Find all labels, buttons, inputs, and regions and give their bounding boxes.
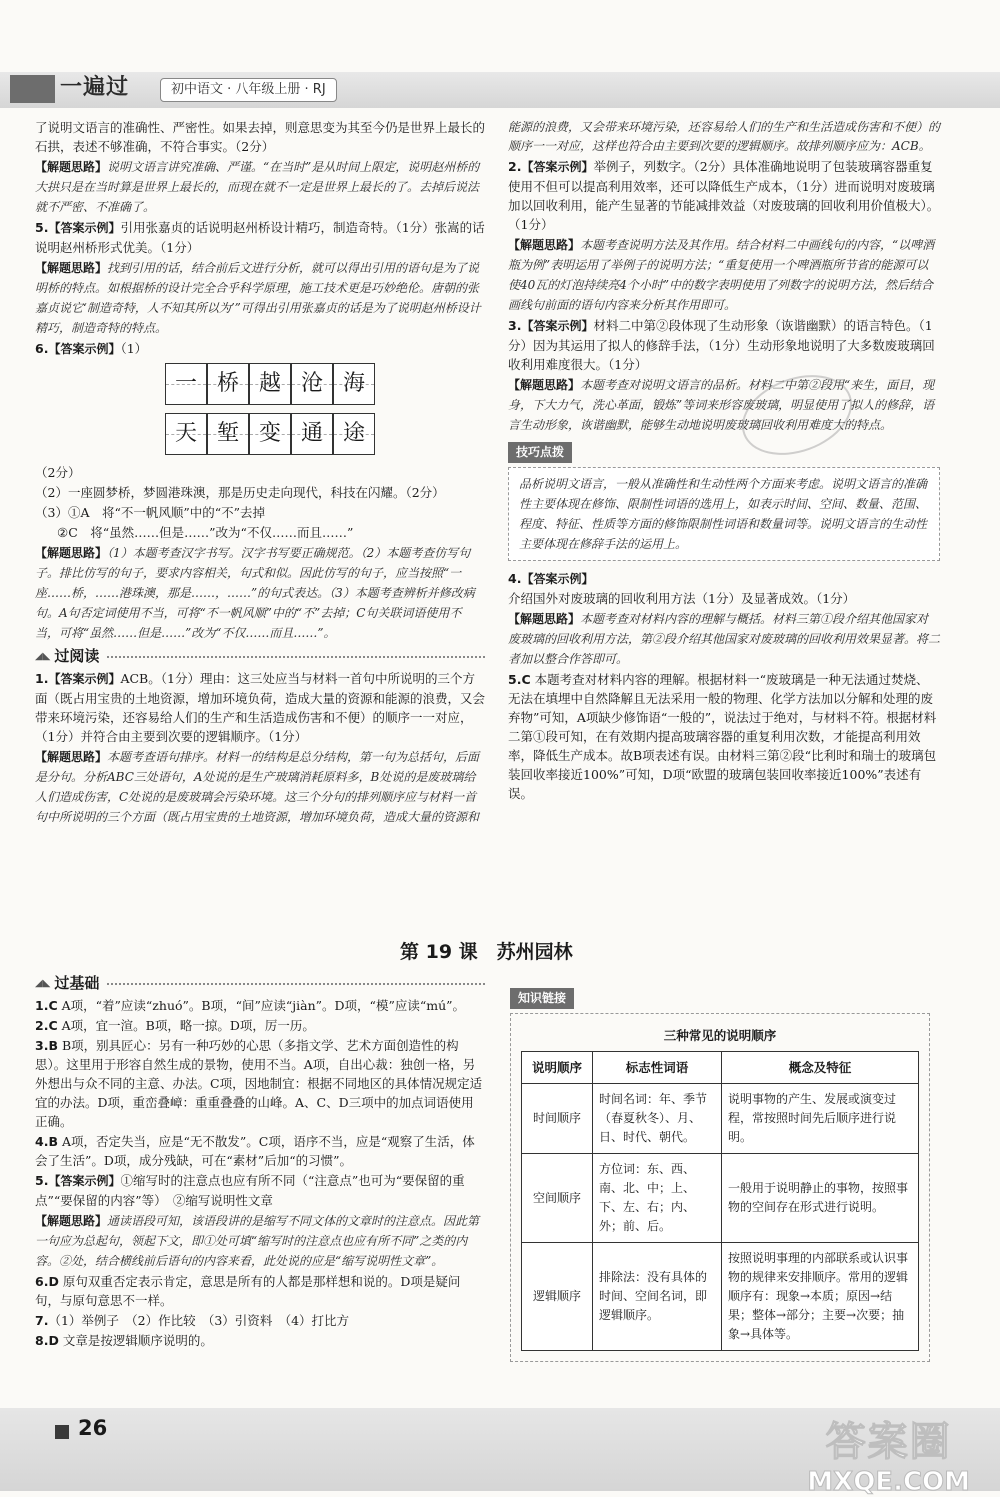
table-cell: 时间顺序 (522, 1084, 593, 1154)
think-text: 本题考查对说明文语言的品析。材料二中第②段用“来生，面目，现身，下大力气，洗心革面，锻炼”等词来形容废玻璃，明显使用了拟人的修辞，语言生动形象，诙谐幽默，能够生动地说明废玻璃回收利用难度大的特点。 (508, 378, 935, 432)
char-cell: 一 (165, 363, 207, 405)
think-text: 本题考查语句排序。材料一的结构是总分结构，第一句为总括句，后面是分句。分析ABC三处语句，A处说的是生产玻璃消耗原料多，B处说的是废玻璃给人们造成伤害，C处说的是废玻璃会污染环境。这三个分句的排列顺序应与材料一首句中所说明的三个方面（既占用宝贵的土地资源，增加环境负荷，造成大量的资源和 (35, 750, 480, 824)
tip-text: 品析说明文语言，一般从准确性和生动性两个方面来考虑。说明文语言的准确性主要体现在修饰、限制性词语的选用上，如表示时间、空间、数量、范围、程度、特征、性质等方面的修饰限制性词语和数量词等。说明文语言的生动性主要体现在修辞手法的运用上。 (519, 477, 928, 551)
basic-2 (35, 1016, 485, 1035)
think-text: 找到引用的话，结合前后文进行分析，就可以得出引用的语句是为了说明桥的特点。如根据桥的设计完全合乎科学原理，施工技术更是巧妙绝伦。唐朝的张嘉贞说它‘制造奇特，人不知其所以为’”可得出引用张嘉贞的话是为了说明赵州桥设计精巧，制造奇特的特点。 (35, 261, 481, 335)
think-label: 【解题思路】 (35, 546, 108, 560)
section-reading (35, 647, 485, 666)
subject-tag: 初中语文 · 八年级上册 · RJ (160, 78, 337, 102)
basic-7 (35, 1311, 485, 1330)
question-number: 3.B (35, 1038, 58, 1053)
watermark-title: 答案圈 (825, 1419, 952, 1465)
section-title: 过基础 (54, 974, 100, 992)
answer-text: 文章是按逻辑顺序说明的。 (62, 1333, 213, 1348)
table-header: 概念及特征 (722, 1052, 919, 1084)
basic-3 (35, 1036, 485, 1131)
think-label: 【解题思路】 (508, 378, 581, 392)
answer-label: 【答案示例】 (48, 221, 121, 235)
think-text: 通读语段可知，该语段讲的是缩写不同文体的文章时的注意点。因此第一句应为总起句，领起下文，即①处可填“缩写时的注意点也应有所不同”之类的内容。②处，结合横线前后语句的内容来看，此处说的应是“缩写说明性文章”。 (35, 1214, 480, 1268)
think-label: 【解题思路】 (35, 261, 108, 275)
table-cell: 一般用于说明静止的事物，按照事物的空间存在形式进行说明。 (722, 1154, 919, 1243)
character-row-1 (165, 363, 485, 405)
tip-title: 技巧点拨 (508, 442, 572, 463)
question-5-think (35, 258, 485, 338)
intro-think (35, 157, 485, 217)
basic-1 (35, 996, 485, 1015)
q6-part2: （2）一座圆梦桥，梦圆港珠澳，那是历史走向现代，科技在闪耀。（2分） (35, 485, 445, 500)
question-number: 2. (508, 159, 522, 174)
knowledge-frame (510, 1013, 930, 1362)
basic-5 (35, 1171, 485, 1210)
answer-text: 本题考查对材料内容的理解。根据材料一“废玻璃是一种无法通过焚烧、无法在填埋中自然降解且无法采用一般的物理、化学方法加以分解和处理的废弃物”可知，A项缺少修饰语“一般的”，说法过于绝对，与材料不符。根据材料二第①段可知，在有效期内提高玻璃容器的重复利用次数，才能提高利用效率，降低生产成本。故B项表述有误。由材料三第②段“比利时和瑞士的玻璃包装回收率接近100%”可知，D项“欧盟的玻璃包装回收率接近100%”表述有误。 (508, 672, 937, 801)
question-number: 6. (35, 341, 49, 356)
header-band (0, 72, 1000, 108)
reading-2-think (508, 235, 940, 315)
table-header: 标志性词语 (593, 1052, 722, 1084)
answer-label: 【答案示例】 (521, 160, 594, 174)
reading-1 (35, 669, 485, 746)
question-number: 4. (508, 571, 522, 586)
answer-text: （1）举例子 （2）作比较 （3）引资料 （4）打比方 (48, 1313, 350, 1328)
section-title: 过阅读 (54, 647, 100, 665)
table-cell: 方位词：东、西、南、北、中；上、下、左、右；内、外；前、后。 (593, 1154, 722, 1243)
char-cell: 越 (249, 363, 291, 405)
tip-box (508, 467, 940, 561)
think-text: （1）本题考查汉字书写。汉字书写要正确规范。（2）本题考查仿写句子。排比仿写的句子，要求内容相关，句式和似。因此仿写的句子，应当按照“一座……桥，……港珠澳，那是……，……”的句式表达。（3）本题考查辨析并修改病句。A句否定词使用不当，可将“不一帆风顺”中的“不”去掉；C句关联词语使用不当，可将“虽然……但是……”改为“不仅……而且……”。 (35, 546, 475, 640)
question-number: 3. (508, 318, 522, 333)
basic-4 (35, 1132, 485, 1170)
section-basics (35, 974, 485, 993)
knowledge-caption: 三种常见的说明顺序 (663, 1028, 777, 1043)
section-marker-icon: ◢◣ (35, 651, 51, 662)
reading-3 (508, 316, 940, 374)
char-cell: 海 (333, 363, 375, 405)
brand-logo: 一遍过 (60, 75, 130, 100)
reading-1-think (35, 747, 485, 827)
q6-part3a: （3）①A 将“不一帆风顺”中的“不”去掉 (35, 505, 266, 520)
character-row-2 (165, 413, 485, 455)
q6-part3b: ②C 将“虽然……但是……”改为“不仅……而且……” (57, 525, 354, 540)
table-header: 说明顺序 (522, 1052, 593, 1084)
basic-5-think (35, 1211, 485, 1271)
answer-text: 举例子，列数字。（2分）具体准确地说明了包装玻璃容器重复使用不但可以提高利用效率，还可以降低生产成本，（1分）进而说明对废玻璃加以回收利用，能产生显著的节能减排效益（对废玻璃的回收利用价值极大）。（1分） (508, 159, 940, 232)
header-marker (10, 75, 55, 103)
reading-2 (508, 157, 940, 234)
question-number: 5.C (508, 672, 531, 687)
knowledge-title: 知识链接 (510, 988, 574, 1009)
reading-5 (508, 670, 940, 803)
char-cell: 桥 (207, 363, 249, 405)
answer-text: （1） (120, 341, 148, 356)
question-number: 8.D (35, 1333, 59, 1348)
watermark-url: MXQE.COM (807, 1467, 970, 1497)
char-cell: 天 (165, 413, 207, 455)
think-text: 本题考查对材料内容的理解与概括。材料三第①段介绍其他国家对废玻璃的回收利用方法，第②段介绍其他国家对废玻璃的回收利用效果显著。将二者加以整合作答即可。 (508, 612, 941, 666)
knowledge-panel (510, 988, 930, 1362)
table-cell: 按照说明事理的内部联系或认识事物的规律来安排顺序。常用的逻辑顺序有：现象→本质；原因→结果；整体→部分；主要→次要；抽象→具体等。 (722, 1243, 919, 1351)
intro-answer: 了说明文语言的准确性、严密性。如果去掉，则意思变为其至今仍是世界上最长的石拱，表述不够准确，不符合事实。（2分） (35, 120, 486, 154)
table-row (522, 1243, 919, 1351)
char-cell: 沧 (291, 363, 333, 405)
left-column (35, 118, 485, 828)
reading-3-think (508, 375, 940, 435)
answer-text: 原句双重否定表示肯定，意思是所有的人都是那样想和说的。D项是疑问句，与原句意思不一样。 (35, 1274, 461, 1308)
reading-4 (508, 569, 940, 608)
think-label: 【解题思路】 (508, 238, 581, 252)
question-5 (35, 218, 485, 257)
question-number: 6.D (35, 1274, 59, 1289)
question-number: 2.C (35, 1018, 58, 1033)
table-cell: 空间顺序 (522, 1154, 593, 1243)
think-label: 【解题思路】 (35, 1214, 108, 1228)
continued-text: 能源的浪费，又会带来环境污染，还容易给人们的生产和生活造成伤害和不便）的顺序一一对应，这样也符合由主要到次要的逻辑顺序。故排列顺序应为：ACB。 (508, 120, 941, 153)
answer-text: 介绍国外对废玻璃的回收利用方法（1分）及显著成效。（1分） (508, 591, 856, 606)
answer-text: ①缩写时的注意点也应有所不同（“注意点”也可为“要保留的重点”“要保留的内容”等） ②缩写说明性文章 (35, 1173, 465, 1208)
answer-label: 【答案示例】 (48, 672, 121, 686)
right-column (508, 118, 940, 804)
think-label: 【解题思路】 (508, 612, 581, 626)
answer-text: A项，宜一渲。B项，略一掠。D项，厉一历。 (61, 1018, 315, 1033)
char-cell: 堑 (207, 413, 249, 455)
question-number: 1. (35, 671, 49, 686)
answer-text: 引用张嘉贞的话说明赵州桥设计精巧，制造奇特。（1分）张嵩的话说明赵州桥形式优美。（1分） (35, 220, 485, 255)
table-header-row (522, 1052, 919, 1084)
page-number-marker (55, 1425, 69, 1439)
q6-think (35, 543, 485, 643)
lesson-left-column (35, 970, 485, 1351)
page-header (0, 0, 1000, 112)
answer-text: A项，否定失当，应是“无不散发”。C项，语序不当，应是“观察了生活，体会了生活”。D项，成分残缺，可在“素材”后加“的习惯”。 (35, 1134, 475, 1168)
table-row (522, 1084, 919, 1154)
answer-label: 【答案示例】 (521, 319, 594, 333)
q6-score: （2分） (35, 465, 81, 480)
order-table (521, 1051, 919, 1351)
table-cell: 时间名词：年、季节（春夏秋冬）、月、日、时代、朝代。 (593, 1084, 722, 1154)
lesson-title: 第 19 课 苏州园林 (400, 941, 573, 963)
question-number: 4.B (35, 1134, 58, 1149)
char-cell: 途 (333, 413, 375, 455)
think-text: 本题考查说明方法及其作用。结合材料二中画线句的内容，“以啤酒瓶为例”表明运用了举例子的说明方法；“重复使用一个啤酒瓶所节省的能源可以使40瓦的灯泡持续亮4个小时”中的数字表明使用了列数字的说明方法，然后结合画线句前面的语句内容来分析其作用即可。 (508, 238, 935, 312)
basic-8 (35, 1331, 485, 1350)
char-cell: 变 (249, 413, 291, 455)
question-number: 7. (35, 1313, 49, 1328)
page-number: 26 (78, 1416, 108, 1440)
think-label: 【解题思路】 (35, 750, 108, 764)
section-marker-icon: ◢◣ (35, 978, 51, 989)
question-number: 1.C (35, 998, 58, 1013)
answer-text: B项，别具匠心：另有一种巧妙的心思（多指文学、艺术方面创造性的构思）。这里用于形容自然生成的景物，使用不当。A项，自出心裁：独创一格，另外想出与众不同的主意、办法。C项，因地制宜：根据不同地区的具体情况规定适宜的办法。D项，重峦叠嶂：重重叠叠的山峰。A、C、D三项中的加点词语使用正确。 (35, 1038, 483, 1129)
answer-label: 【答案示例】 (48, 342, 121, 356)
site-watermark (807, 1410, 970, 1497)
table-cell: 逻辑顺序 (522, 1243, 593, 1351)
answer-text: 材料二中第②段体现了生动形象（诙谐幽默）的语言特色。（1分）因为其运用了拟人的修辞手法，（1分）生动形象地说明了大多数废玻璃回收利用难度很大。（1分） (508, 318, 935, 372)
basic-6 (35, 1272, 485, 1310)
table-row (522, 1154, 919, 1243)
answer-text: ACB。（1分）理由：这三处应当与材料一首句中所说明的三个方面（既占用宝贵的土地资源，增加环境负荷，造成大量的资源和能源的浪费，又会带来环境污染，还容易给人们的生产和生活造成伤害和不便）的顺序一一对应，（1分）并符合由主要到次要的逻辑顺序。（1分） (35, 671, 486, 744)
question-6 (35, 339, 485, 359)
think-text: 说明文语言讲究准确、严谨。“在当时”是从时间上限定，说明赵州桥的大拱只是在当时算是世界上最长的，而现在就不一定是世界上最长的了。去掉后说法就不严密、不准确了。 (35, 160, 480, 214)
think-label: 【解题思路】 (35, 160, 108, 174)
answer-text: A项，“着”应读“zhuó”。B项，“间”应读“jiàn”。D项，“模”应读“mú”。 (61, 998, 466, 1013)
question-number: 5. (35, 1173, 49, 1188)
answer-label: 【答案示例】 (48, 1174, 121, 1188)
question-number: 5. (35, 220, 49, 235)
table-cell: 说明事物的产生、发展或演变过程，常按照时间先后顺序进行说明。 (722, 1084, 919, 1154)
answer-label: 【答案示例】 (521, 572, 594, 586)
character-grid (165, 363, 485, 455)
reading-4-think (508, 609, 940, 669)
table-cell: 排除法：没有具体的时间、空间名词，即逻辑顺序。 (593, 1243, 722, 1351)
char-cell: 通 (291, 413, 333, 455)
